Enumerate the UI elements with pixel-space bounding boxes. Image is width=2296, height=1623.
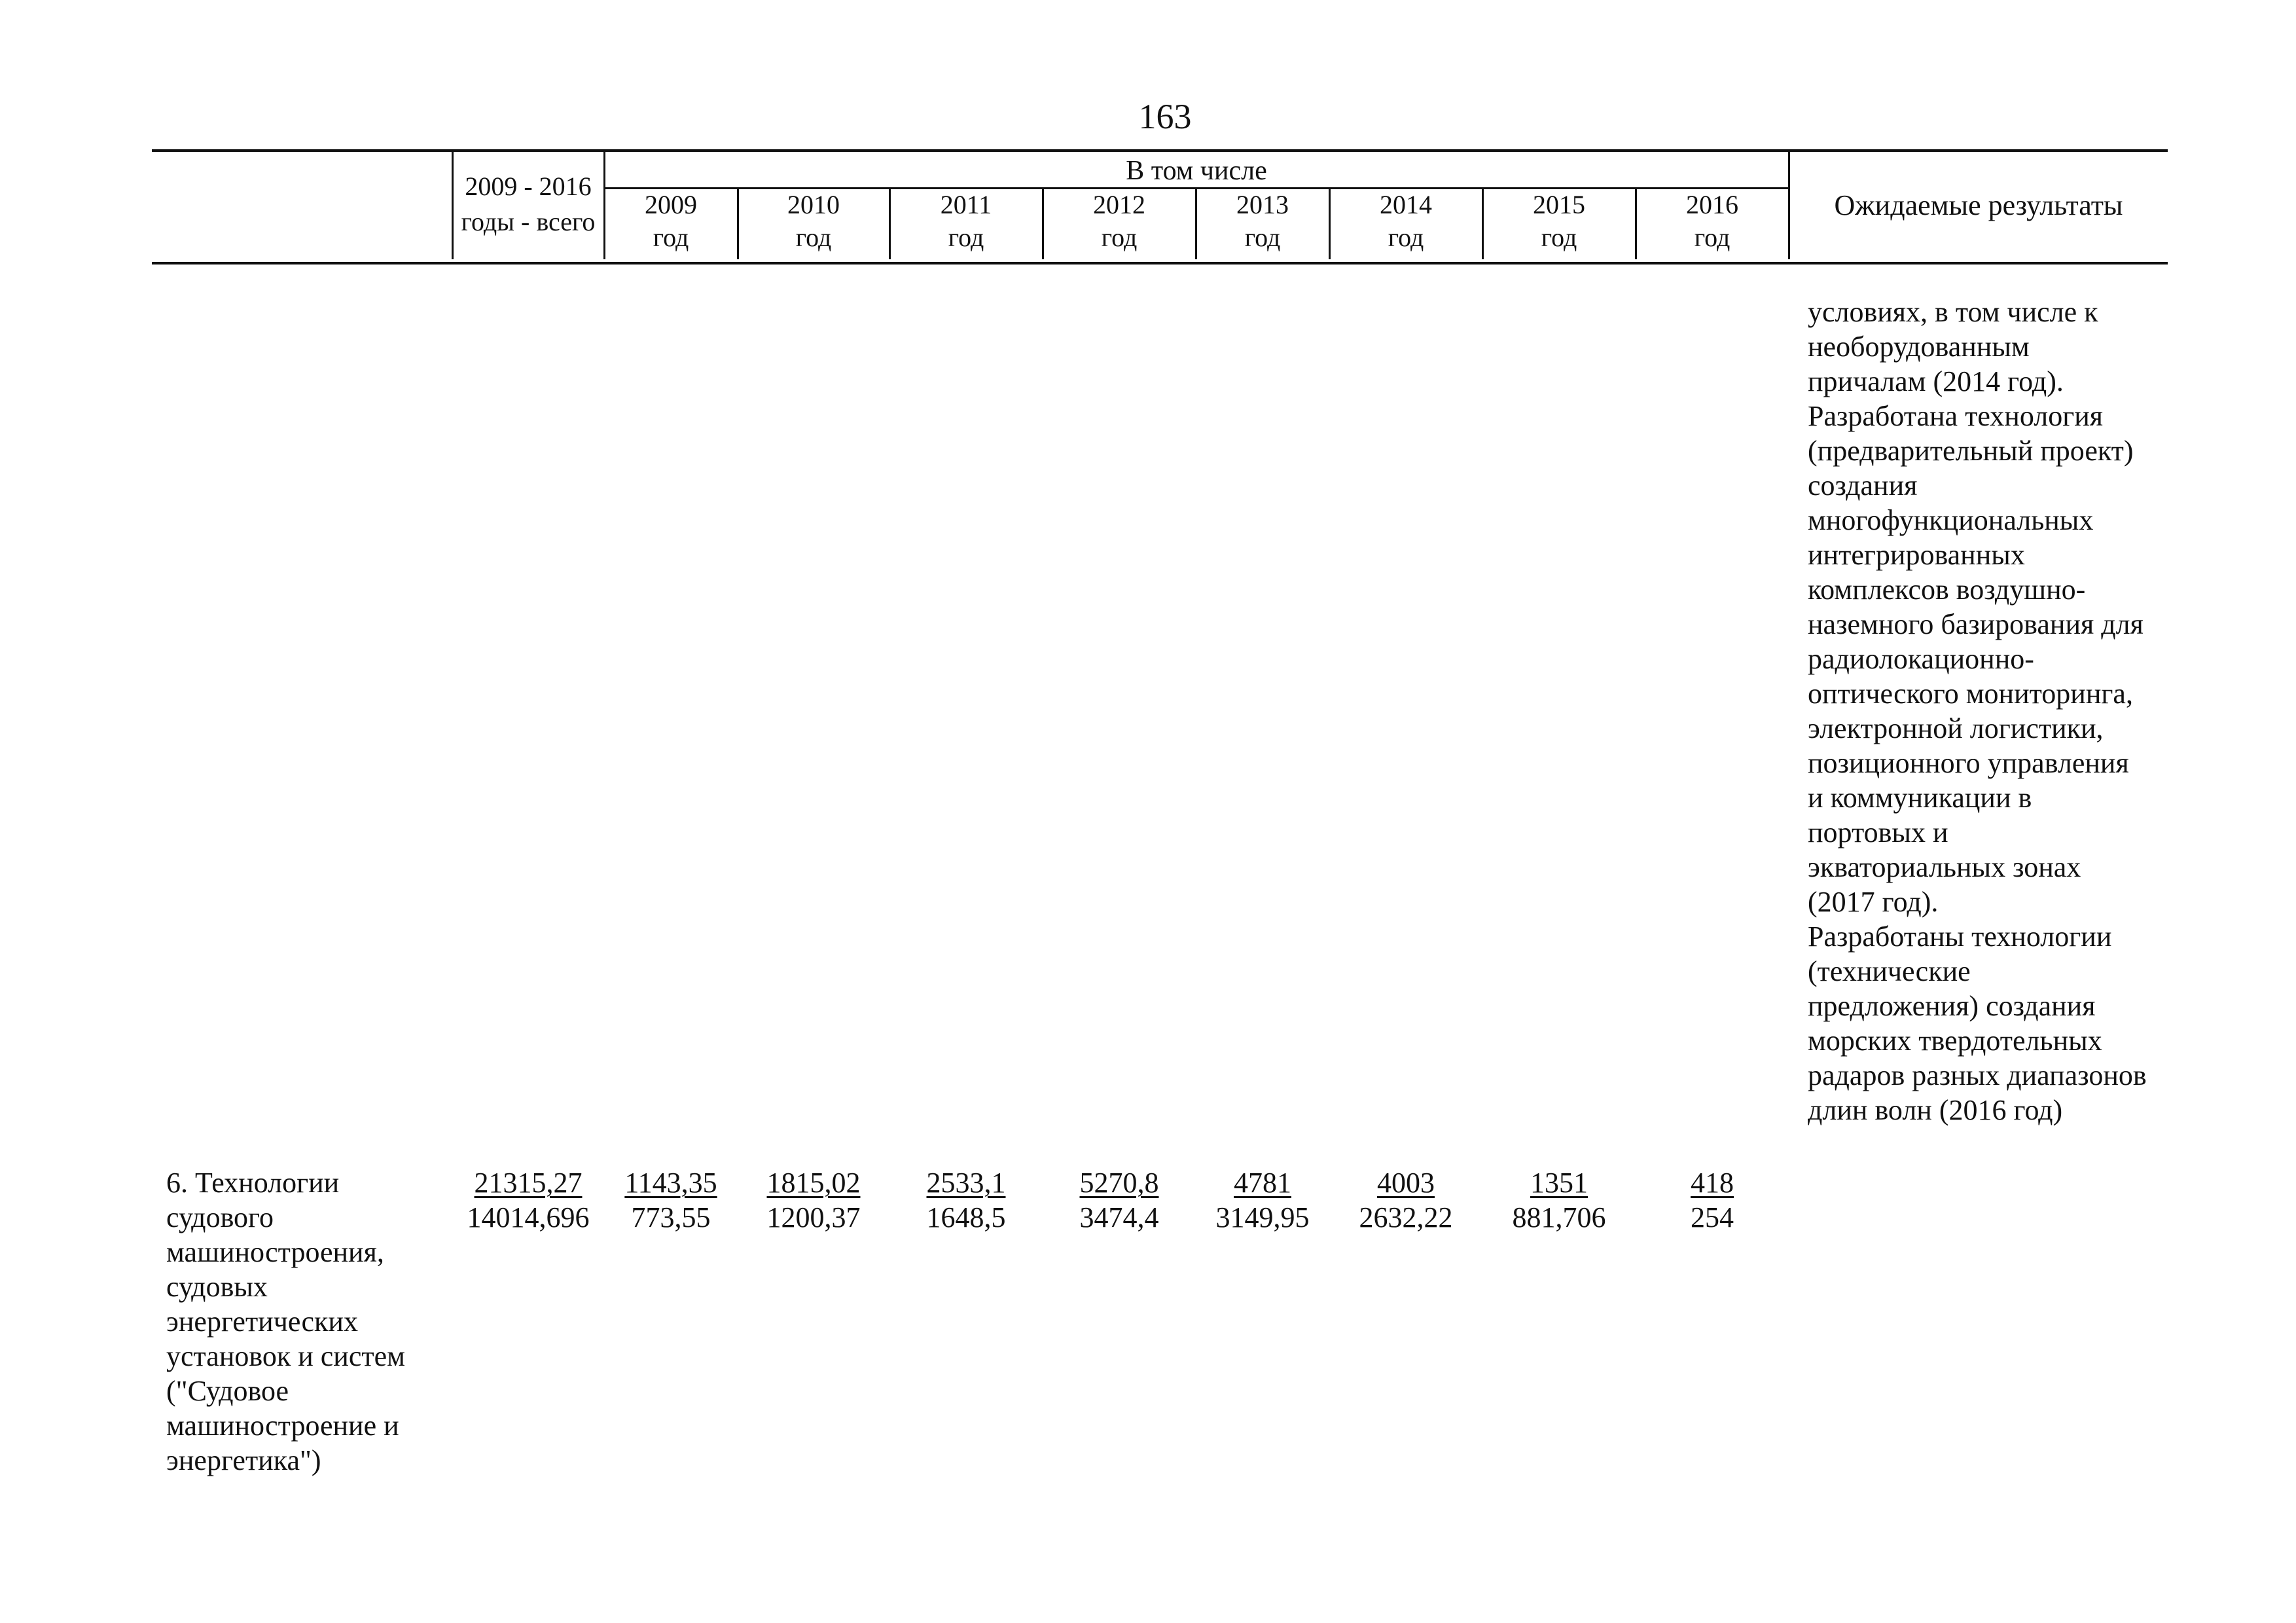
- year-column-header: [1483, 189, 1635, 254]
- year-column-header: [1330, 189, 1482, 254]
- row-value-bottom: 3149,95: [1215, 1201, 1310, 1233]
- row-title: 6. Технологии судового машиностроения, судовых энергетических установок и систем ("Судовое машиностроение и энергетика"): [166, 1167, 405, 1476]
- year-label: 2016: [1686, 190, 1738, 219]
- row-value-bottom: 1648,5: [926, 1201, 1006, 1233]
- year-column-header: [738, 189, 889, 254]
- year-label: 2009: [645, 190, 697, 219]
- year-label: 2010: [787, 190, 840, 219]
- total-column-header-line1: 2009 - 2016: [465, 172, 592, 201]
- row-value-bottom: 881,706: [1512, 1201, 1606, 1233]
- year-unit: год: [653, 223, 689, 252]
- results-column-header: Ожидаемые результаты: [1834, 189, 2123, 221]
- year-column-header: [890, 189, 1042, 254]
- year-label: 2013: [1236, 190, 1289, 219]
- page-number: 163: [1138, 97, 1192, 136]
- year-column-header: [1196, 189, 1329, 254]
- year-unit: год: [1694, 223, 1731, 252]
- year-label: 2011: [940, 190, 992, 219]
- row-value-bottom: 3474,4: [1079, 1201, 1159, 1233]
- year-unit: год: [1388, 223, 1424, 252]
- year-column-header: [1636, 189, 1788, 254]
- row-value-top: 5270,8: [1079, 1167, 1159, 1199]
- row-value-top: 4781: [1234, 1167, 1291, 1199]
- total-column-header: [453, 169, 603, 240]
- row-value-top: 2533,1: [926, 1167, 1006, 1199]
- year-unit: год: [1101, 223, 1138, 252]
- row-value-top: 1351: [1530, 1167, 1588, 1199]
- year-label: 2012: [1093, 190, 1145, 219]
- row-value-top: 1143,35: [624, 1167, 717, 1199]
- expected-results-text: условиях, в том числе к необорудованным причалам (2014 год). Разработана технология (предварительный проект) создания многофункциональных интегрированных комплексов воздушно- наземного базирования для радиолокационно- оптического мониторинга, электронной логистики, позиционного управления и коммуникации в портовых и экваториальных зонах (2017 год). Разработаны технологии (технические предложения) создания морских твердотельных радаров разных диапазонов длин волн (2016 год): [1808, 296, 2147, 1126]
- year-unit: год: [1244, 223, 1281, 252]
- year-column-header: [605, 189, 737, 254]
- row-total-bottom: 14014,696: [467, 1201, 590, 1233]
- year-unit: год: [1541, 223, 1577, 252]
- total-column-header-line2: годы - всего: [461, 207, 596, 236]
- row-total-top: 21315,27: [474, 1167, 583, 1199]
- year-unit: год: [948, 223, 984, 252]
- year-label: 2014: [1380, 190, 1432, 219]
- year-column-header: [1043, 189, 1195, 254]
- row-value-bottom: 254: [1691, 1201, 1734, 1233]
- row-value-bottom: 773,55: [631, 1201, 711, 1233]
- row-value-bottom: 2632,22: [1359, 1201, 1453, 1233]
- group-column-header: В том числе: [1126, 156, 1267, 186]
- row-value-top: 418: [1691, 1167, 1734, 1199]
- row-value-bottom: 1200,37: [766, 1201, 861, 1233]
- row-value-top: 1815,02: [766, 1167, 861, 1199]
- row-value-top: 4003: [1377, 1167, 1435, 1199]
- year-unit: год: [795, 223, 832, 252]
- year-label: 2015: [1533, 190, 1585, 219]
